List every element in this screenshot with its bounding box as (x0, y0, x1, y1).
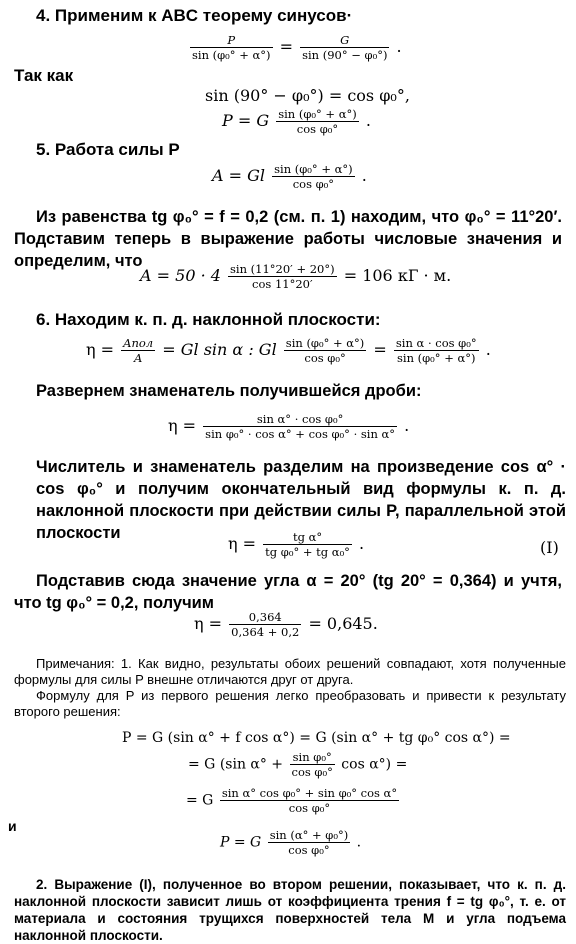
fraction (394, 336, 479, 365)
equation-lhs: A = 50 · 4 (140, 266, 221, 285)
fraction (228, 262, 337, 291)
equation-sin90: sin (90° − φ₀°) = cos φ₀°, (205, 86, 410, 105)
equation-efficiency-final (228, 530, 364, 559)
eta-symbol: η = (194, 614, 223, 633)
equation-tail: . (359, 534, 365, 553)
fraction-numerator: sin α° · cos φ₀° (256, 412, 344, 426)
fraction-denominator: 0,364 + 0,2 (231, 625, 300, 639)
paragraph-ravenstvo: Из равенства tg φ₀° = f = 0,2 (см. п. 1) находим, что φ₀° = 11°20′. Подставим теперь в выражение работы числовые значения и определим, что (14, 208, 562, 270)
item5-heading: 5. Работа силы P (36, 140, 180, 159)
equation-efficiency-numeric (194, 610, 378, 639)
fraction-denominator: tg φ₀° + tg α₀° (265, 545, 350, 559)
equation-efficiency-expanded (168, 412, 409, 441)
equation-tail: = 0,645. (308, 614, 378, 633)
fraction-numerator: Aпол (123, 336, 154, 350)
equation-tail: . (396, 37, 402, 56)
equation-tail: . (361, 166, 367, 185)
fraction-g-over-sin (300, 33, 389, 62)
fraction (276, 107, 359, 136)
equation-long-3 (186, 786, 401, 815)
fraction-denominator: cos φ₀° (272, 176, 355, 191)
fraction-numerator: sin φ₀° (292, 750, 332, 764)
fraction-numerator: sin (11°20′ + 20°) (230, 262, 335, 276)
fraction-denominator: sin (φ₀° + α°) (394, 350, 479, 365)
item6-heading: 6. Находим к. п. д. наклонной плоскости: (36, 310, 381, 329)
fraction (220, 786, 399, 815)
equation-lhs: = G (186, 792, 214, 809)
note-2: 2. Выражение (I), полученное во втором решении, показывает, что к. п. д. наклонной плоскости зависит лишь от коэффициента трения f = tg φ₀°, т. е. от материала и состояния трущихся поверхностей тела M и угла подъема наклонной плоскости. (14, 877, 566, 943)
equation-lhs: = G (sin α° + (188, 756, 284, 773)
equation-tail: . (365, 111, 371, 130)
fraction-numerator: G (340, 33, 350, 47)
fraction-numerator: sin α° cos φ₀° + sin φ₀° cos α° (221, 786, 398, 800)
fraction (229, 610, 301, 639)
fraction-numerator: sin α · cos φ₀° (395, 336, 477, 350)
fraction-numerator: P (227, 33, 236, 47)
fraction-denominator: sin (φ₀° + α°) (192, 48, 271, 62)
equals-sign: = (373, 340, 387, 359)
equation-long-1: P = G (sin α° + f cos α°) = G (sin α° + tg φ₀° cos α°) = (122, 730, 511, 746)
fraction (290, 750, 335, 779)
eta-symbol: η = (86, 340, 115, 359)
fraction-numerator: tg α° (292, 530, 323, 544)
equation-number: (I) (540, 538, 559, 557)
paragraph-podstaviv: Подставив сюда значение угла α = 20° (tg 20° = 0,364) и учтя, что tg φ₀° = 0,2, получим (14, 572, 562, 612)
fraction (272, 162, 355, 191)
fraction-p-over-sin (190, 33, 273, 62)
equation-sine-theorem: $\frac{P}{\text{sin (φ₀° + α°)}}$ = $\frac{G}{\text{sin (90° − φ₀°)}}$ . (192, 33, 402, 62)
fraction-denominator: sin φ₀° · cos α° + cos φ₀° · sin α° (205, 427, 396, 441)
equation-long-2 (188, 750, 407, 779)
fraction-denominator: cos φ₀° (291, 765, 333, 779)
tak-kak-label: Так как (14, 66, 74, 85)
equation-work (212, 162, 367, 191)
equation-p-formula (222, 107, 371, 136)
equation-tail: . (356, 834, 362, 851)
eta-symbol: η = (168, 416, 197, 435)
equation-long-4 (220, 828, 361, 857)
fraction-denominator: cos φ₀° (276, 121, 359, 136)
fraction-numerator: sin (φ₀° + α°) (274, 162, 353, 176)
equation-tail: cos α°) = (341, 756, 408, 773)
word-i: и (8, 818, 17, 834)
eta-symbol: η = (228, 534, 257, 553)
equation-tail: = 106 кГ · м. (343, 266, 452, 285)
note-1b: Формулу для P из первого решения легко преобразовать и привести к результату второго решения: (14, 688, 566, 719)
fraction-denominator: cos φ₀° (284, 350, 367, 365)
fraction-denominator: sin (90° − φ₀°) (302, 48, 388, 62)
fraction (263, 530, 352, 559)
fraction-denominator: cos φ₀° (220, 800, 399, 815)
equation-tail: . (404, 416, 410, 435)
paragraph-razvernem: Развернем знаменатель получившейся дроби: (36, 382, 422, 400)
fraction-denominator: A (121, 350, 155, 365)
equation-lhs: P = G (222, 111, 270, 130)
equation-lhs: A = Gl (212, 166, 266, 185)
fraction-numerator: sin (α° + φ₀°) (269, 828, 349, 842)
fraction (268, 828, 351, 857)
fraction-apol-over-a (121, 336, 155, 365)
fraction (284, 336, 367, 365)
fraction-denominator: cos 11°20′ (228, 276, 337, 291)
fraction-numerator: sin (φ₀° + α°) (285, 336, 365, 350)
fraction-numerator: 0,364 (248, 610, 282, 624)
equation-efficiency (86, 336, 491, 365)
fraction-denominator: cos φ₀° (268, 842, 351, 857)
note-1: Примечания: 1. Как видно, результаты обоих решений совпадают, хотя полученные формулы для силы P внешне отличаются друг от друга. (14, 656, 566, 687)
fraction (203, 412, 397, 441)
fraction-numerator: sin (φ₀° + α°) (278, 107, 357, 121)
equation-lhs: P = G (220, 834, 262, 851)
equation-middle: = Gl sin α : Gl (162, 340, 277, 359)
equation-tail: . (485, 340, 491, 359)
item4-heading: 4. Применим к ABC теорему синусов· (36, 6, 353, 25)
equation-work-numeric (140, 262, 451, 291)
paragraph-chislitel: Числитель и знаменатель разделим на произведение cos α° · cos φ₀° и получим окончательный вид формулы к. п. д. наклонной плоскости при действии силы P, параллельной этой плоскости (36, 458, 566, 542)
